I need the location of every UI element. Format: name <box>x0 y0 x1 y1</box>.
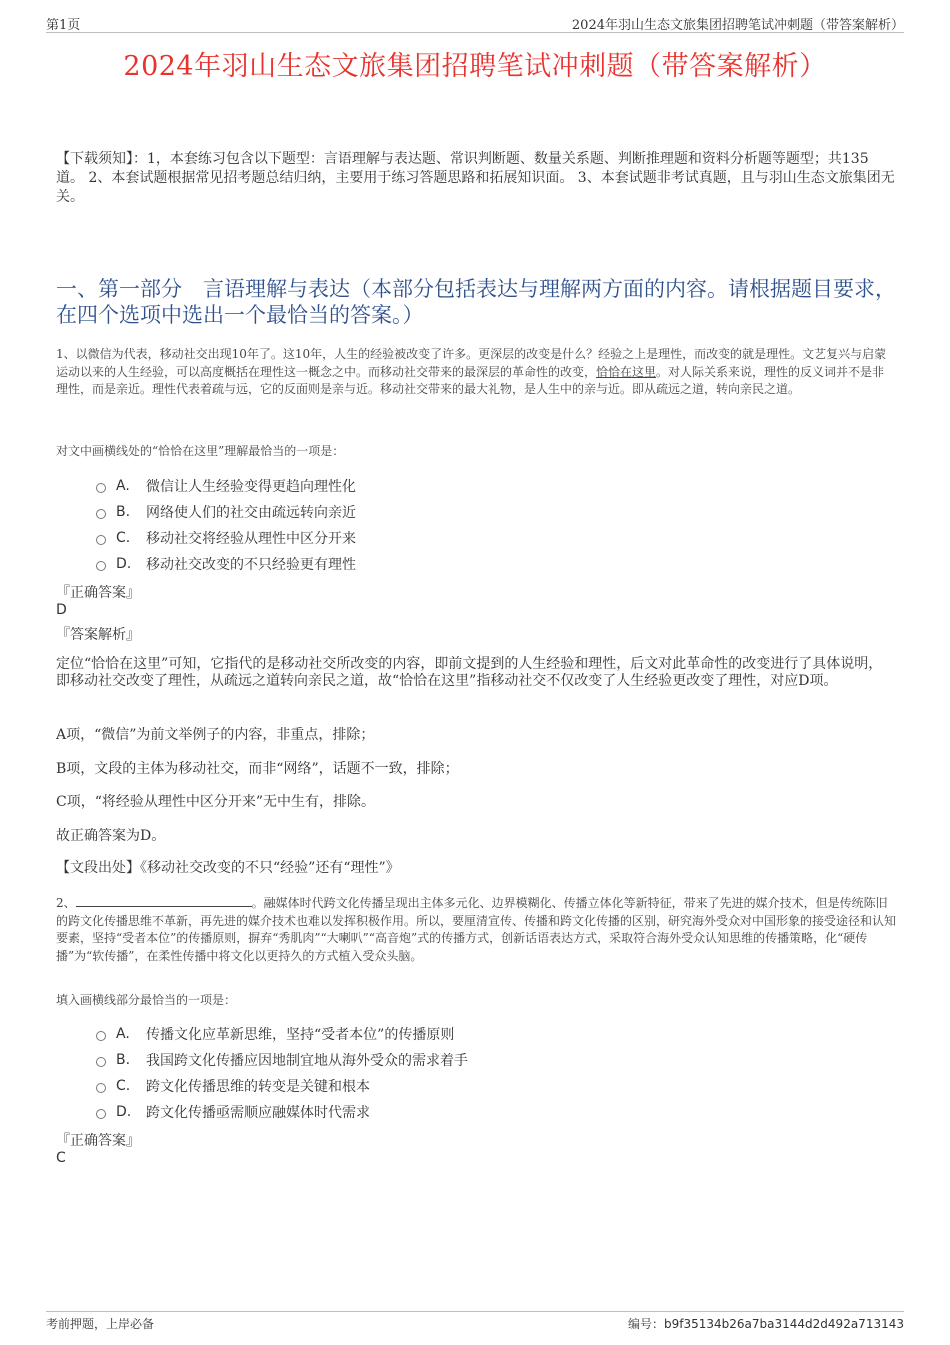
question-2-text: 2、 。融媒体时代跨文化传播呈现出主体多元化、边界模糊化、传播立体化等新特征，带来了先进的媒介技术，但是传统陈旧的跨文化传播思维不革新，再先进的媒介技术也难以发挥积极作用。所以，要厘清宣传、传播和跨文化传播的区别，研究海外受众对中国形象的接受途径和认知要素，坚持“受者本位”的传播原则，摒弃“秀肌肉”“大喇叭”“高音炮”式的传播方式，创新话语表达方式，采取符合海外受众认知思维的传播策略，化“硬传播”为“软传播”，在柔性传播中将文化以更持久的方式植入受众头脑。 <box>56 896 897 963</box>
question-2-options <box>96 1021 876 1125</box>
analysis-paragraph: 定位“恰恰在这里”可知，它指代的是移动社交所改变的内容，即前文提到的人生经验和理性，后文对此革命性的改变进行了具体说明，即移动社交改变了理性，从疏远之道转向亲民之道，故“恰恰在这里”指移动社交不仅改变了人生经验更改变了理性，对应D项。 <box>56 656 883 689</box>
page-number: 第1页 <box>46 18 81 33</box>
section-title: 一、第一部分 言语理解与表达（本部分包括表达与理解两方面的内容。请根据题目要求，在四个选项中选出一个最恰当的答案。） <box>56 277 896 327</box>
fill-blank <box>76 895 252 907</box>
answer-label: 『正确答案』 <box>56 585 140 601</box>
footer-slogan: 考前押题，上岸必备 <box>46 1317 155 1331</box>
analysis-line-a: A项，“微信”为前文举例子的内容，非重点，排除； <box>56 727 375 743</box>
underlined-phrase: 恰恰在这里 <box>596 364 657 379</box>
question-1-prompt: 对文中画横线处的“恰恰在这里”理解最恰当的一项是： <box>56 444 345 458</box>
option-b[interactable]: B. 我国跨文化传播应因地制宜地从海外受众的需求着手 <box>96 1047 876 1073</box>
radio-icon[interactable] <box>96 1083 106 1093</box>
radio-icon[interactable] <box>96 1057 106 1067</box>
option-a[interactable]: A. 微信让人生经验变得更趋向理性化 <box>96 473 876 499</box>
page-header <box>46 14 904 33</box>
text-source: 【文段出处】《移动社交改变的不只“经验”还有“理性”》 <box>56 860 400 876</box>
radio-icon[interactable] <box>96 535 106 545</box>
radio-icon[interactable] <box>96 561 106 571</box>
option-d[interactable]: D. 移动社交改变的不只经验更有理性 <box>96 551 876 577</box>
option-c[interactable]: C. 跨文化传播思维的转变是关键和根本 <box>96 1073 876 1099</box>
analysis-label: 『答案解析』 <box>56 627 140 643</box>
radio-icon[interactable] <box>96 1031 106 1041</box>
option-d[interactable]: D. 跨文化传播亟需顺应融媒体时代需求 <box>96 1099 876 1125</box>
radio-icon[interactable] <box>96 1109 106 1119</box>
option-b[interactable]: B. 网络使人们的社交由疏远转向亲近 <box>96 499 876 525</box>
question-1-options <box>96 473 876 577</box>
question-1-text: 1、以微信为代表，移动社交出现10年了。这10年，人生的经验被改变了许多。更深层的改变是什么？经验之上是理性，而改变的就是理性。文艺复兴与启蒙运动以来的人生经验，可以高度概括在理性这一概念之中。而移动社交带来的最深层的革命性的改变，恰恰在这里。对人际关系来说，理性的反义词并不是非理性，而是亲近。理性代表着疏与远，它的反面则是亲与近。移动社交带来的最大礼物，是人生中的亲与近。即从疏远之道，转向亲民之道。 <box>56 347 887 396</box>
footer-code: 编号：b9f35134b26a7ba3144d2d492a713143 <box>628 1317 904 1331</box>
analysis-line-c: C项，“将经验从理性中区分开来”无中生有，排除。 <box>56 794 376 810</box>
answer-value: C <box>56 1150 66 1166</box>
answer-label: 『正确答案』 <box>56 1133 140 1149</box>
page-footer <box>46 1311 904 1331</box>
option-a[interactable]: A. 传播文化应革新思维，坚持“受者本位”的传播原则 <box>96 1021 876 1047</box>
answer-value: D <box>56 602 67 618</box>
question-2-prompt: 填入画横线部分最恰当的一项是： <box>56 993 237 1007</box>
analysis-conclusion: 故正确答案为D。 <box>56 828 166 844</box>
option-c[interactable]: C. 移动社交将经验从理性中区分开来 <box>96 525 876 551</box>
radio-icon[interactable] <box>96 509 106 519</box>
page-title: 2024年羽山生态文旅集团招聘笔试冲刺题（带答案解析） <box>123 51 827 82</box>
analysis-line-b: B项，文段的主体为移动社交，而非“网络”，话题不一致，排除； <box>56 761 459 777</box>
radio-icon[interactable] <box>96 483 106 493</box>
header-doc-title: 2024年羽山生态文旅集团招聘笔试冲刺题（带答案解析） <box>571 18 904 33</box>
download-notice: 【下载须知】：1，本套练习包含以下题型：言语理解与表达题、常识判断题、数量关系题、判断推理题和资料分析题等题型；共135道。 2、本套试题根据常见招考题总结归纳，主要用于练习答题思路和拓展知识面。 3、本套试题非考试真题，且与羽山生态文旅集团无关。 <box>56 151 895 205</box>
